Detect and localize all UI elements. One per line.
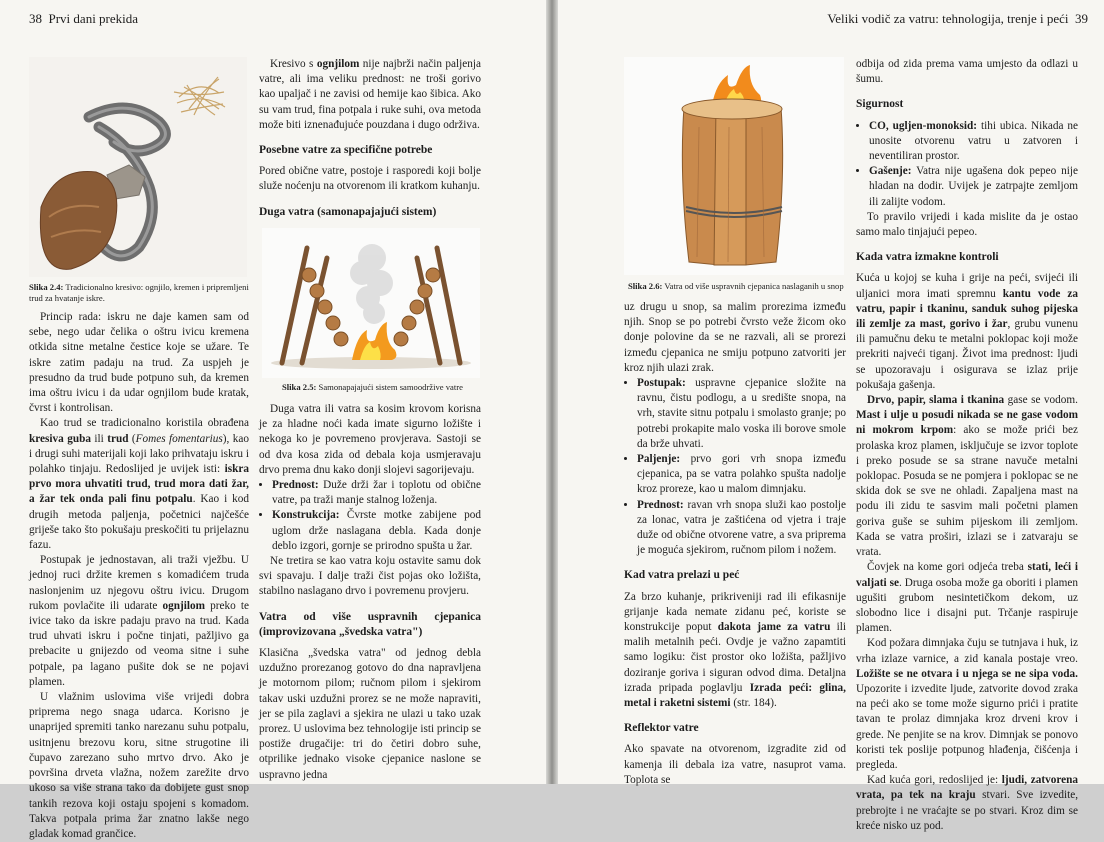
figure-2-5-image [262, 228, 480, 378]
paragraph: Kao trud se tradicionalno koristila obrađena kresiva guba ili trud (Fomes fomentarius), kao i drugi suhi materijali koji lako prihvataju iskru i polahko tinjaju. Redoslijed je uvijek isti: iskra prvo mora uhvatiti trud, trud mora dati žar, a žar tek onda pali finu potpalu. Kao i kod drugih metoda paljenja, početnici najčešće griješe tako što pokušaju preskočiti tu prijelaznu fazu. [29, 417, 250, 552]
figure-2-4-image [29, 57, 247, 277]
left-page-column-2 [259, 57, 481, 226]
figure-2-6-caption-text: Vatra od više uspravnih cjepanica naslaganih u snop [664, 281, 844, 291]
bullet-list [856, 119, 1078, 210]
paragraph: U vlažnim uslovima više vrijedi dobra priprema nego snaga udarca. Korisno je unaprijed spremiti tanko narezanu suhu potpalu, usitnjenu brezovu koru, sitne strugotine ili čupavo zarezano suho mrtvo drvo. Ako je površina drveta vlažna, nožem zarežite drvo ukoso sa više strana tako da dobijete gust snop tankih rezova koji ostaju spojeni s komadom. Takva potpala prima žar znatno lakše nego gladak komad grančice. [29, 691, 249, 840]
paragraph: Kresivo s ognjilom nije najbrži način paljenja vatre, ali ima veliku prednost: ne troši gorivo kao upaljač i ne zavisi od hemije kao šibica. Ako su vam trud, fina potpala i ruke suhi, ova metoda može biti iznenađujuće pouzdana i dugo održiva. [259, 58, 482, 131]
left-page-column-2b [259, 402, 481, 783]
figure-2-6-label: Slika 2.6: [628, 281, 663, 291]
list-item: • Prednost: ravan vrh snopa služi kao postolje za lonac, vatra je zaštićena od vjetra i traje duže od obične otvorene vatre, a sva priprema je moguća sjekirom, ručnom pilom i nožem. [637, 498, 846, 559]
section-heading: Vatra od više uspravnih cjepanica (improvizovana „švedska vatra") [259, 610, 481, 638]
paragraph: Ne tretira se kao vatra koju ostavite samu dok svi spavaju. I dalje traži čist pojas oko ložišta, stabilno naslagano drvo i povremenu provjeru. [259, 555, 481, 598]
running-head-right [827, 11, 1088, 27]
section-heading: Kad vatra prelazi u peć [624, 569, 740, 582]
figure-2-4-caption [29, 282, 249, 304]
figure-2-6-image [624, 57, 844, 275]
figure-2-4-caption-text: Tradicionalno kresivo: ognjilo, kremen i pripremljeni trud za hvatanje iskre. [29, 282, 249, 303]
bullet-list [624, 376, 846, 558]
page-number-left: 38 [29, 11, 42, 26]
paragraph: Ako spavate na otvorenom, izgradite zid od kamenja ili debala iza vatre, nasuprot vama. Toplota se [624, 743, 846, 786]
paragraph: odbija od zida prema vama umjesto da odlazi u šumu. [856, 58, 1078, 86]
paragraph: Kod požara dimnjaka čuju se tutnjava i huk, iz vrha izlaze varnice, a zid kanala postaje vreo. Ložište se ne otvara i u njega se ne sipa voda. Upozorite i izvedite ljude, zatvorite dovod zraka na peći ako se tome može sigurno prići i pratite tavan te prolaz dimnjaka kroz drveni krov i grede. Ne penjite se na krov. Dimnjak se ponovo koristi tek poslije potpunog hlađenja, čišćenja i pregleda. [856, 637, 1078, 771]
figure-2-6-caption [628, 281, 850, 292]
list-item: • CO, ugljen-monoksid: tihi ubica. Nikada ne unosite otvorenu vatru u zatvoren i neventiliran prostor. [869, 119, 1078, 165]
figure-2-5-caption [282, 382, 482, 393]
list-item: • Konstrukcija: Čvrste motke zabijene pod uglom drže naslagana debla. Kada donje deblo izgori, gornje se prirodno spušta u žar. [272, 508, 481, 554]
paragraph: Kuća u kojoj se kuha i grije na peći, svijeći ili uljanici mora imati spremnu kantu vode za vatru, papir i tkaninu, sanduk suhog pijeska ili zemlje za mast, gorivo i žar, grubu vunenu ili pamučnu deku te metalni poklopac koji može prekriti najveći tiganj. Život ima prednost: ljudi se upozoravaju i osiguravа se izlaz prije pokušaja gašenja. [856, 272, 1079, 391]
section-heading: Kada vatra izmakne kontroli [856, 251, 999, 264]
left-page [0, 0, 546, 840]
figure-2-4-label: Slika 2.4: [29, 282, 64, 292]
paragraph: Za brzo kuhanje, prikriveniji rad ili efikasnije grijanje kada nemate zidanu peć, koriste se konstrukcije poput dakota jame za vatru ili malih metalnih peći. Ovdje je važno zapamtiti samo logiku: čist prostor oko ložišta, pažljivo doziranje goriva i siguran odvod dima. Detaljna izrada pripada poglavlju Izrada peći: glina, metal i raketni sistemi (str. 184). [624, 590, 847, 710]
paragraph: To pravilo vrijedi i kada mislite da je ostao samo malo tinjajući pepeo. [856, 210, 1078, 239]
figure-2-5-caption-text: Samonapajajući sistem samoodrživе vatre [318, 382, 463, 392]
right-page [558, 0, 1104, 832]
paragraph: Duga vatra ili vatra sa kosim krovom korisna je za hladne noći kada imate sigurno ložište i nekoga ko je povremeno provjerava. Sastoji se od dva kosa zida od debala koja usmjeravaju drvo prema dnu kako donji slojevi sagorijevaju. [259, 403, 481, 476]
paragraph: Princip rada: iskru ne daje kamen sam od sebe, nego udar čelika o oštru ivicu kremena otkida sitne metalne čestice koje se užare. Te iskre zatim padaju na trud. Za uspjeh je presudno da trud bude potpuno suh, da kremen ima oštru ivicu i da udar ognjilom bude kratak, čvrst i kontrolisan. [29, 311, 249, 415]
section-heading: Reflektor vatre [624, 722, 699, 735]
right-page-column-1 [624, 300, 846, 788]
bullet-list [259, 478, 481, 554]
section-heading: Posebne vatre za specifične potrebe [259, 144, 433, 157]
list-item: • Postupak: uspravne cjepanice složite na ravnu, čistu podlogu, a u središte snopa, na vrh, stavite sitnu potpalu i smolasto granje; po potrebi prokapite malo voska ili borove smole da brže uhvati. [637, 376, 846, 452]
running-head-title-right: Veliki vodič za vatru: tehnologija, trenje i peći [827, 11, 1069, 26]
paragraph: uz drugu u snop, sa malim prorezima između njih. Snop se po potrebi čvrsto veže žicom oko donje polovine da se ne razvali, ali se prorezi između cjepanica ne smiju potpuno zatvoriti jer kroz njih ulazi zrak. [624, 301, 846, 374]
paragraph: Drvo, papir, slama i tkanina gase se vodom. Mast i ulje u posudi nikada se ne gase vodom ni mokrom krpom: ako se može prići bez prolaska kroz plamen, isključuje se izvor toplote i preko posude se sa strane navuče metalni poklopac. Posuda se ne pomjera i poklopac se ne skida dok se sve ne ohladi. Zapaljena mast na podu ili zidu te sasvim mali početni plamen goriva guše se suhim pijeskom ili zemljom. Kada se vatra proširi, izlazi se i zatvaraju se vrata. [856, 394, 1078, 559]
list-item: • Paljenje: prvo gori vrh snopa između cjepanica, pa se vatra polahko spušta nadolje kroz proreze, kao u malom dimnjaku. [637, 452, 846, 498]
section-heading: Sigurnost [856, 98, 904, 111]
running-head-left [29, 11, 138, 27]
paragraph: Kad kuća gori, redoslijed je: ljudi, zatvorena vrata, pa tek na kraju stvari. Sve izvedite, prebrojte i ne vraćajte se po stvari. Kroz dim se kreće nisko uz pod. [856, 774, 1079, 832]
section-heading: Duga vatra (samonapajajući sistem) [259, 205, 437, 218]
paragraph: Klasična „švedska vatra" od jednog debla uzdužno prorezanog gotovo do dna napravljena je motornom pilom; ručnom pilom i sjekirom takav uski uzdužni prorez se ne može napraviti, jer se pila zaglavi a sjekira ne ulazi u tako uzak prorez. U uslovima bez tehnologije isti princip se postiže drugačije: tri do četiri dobro suhe, otprilike jednako visoke cjepanice naslone se uspravno jedna [259, 647, 481, 781]
right-page-column-2 [856, 57, 1078, 834]
left-page-column-1 [29, 310, 249, 842]
paragraph: Pored obične vatre, postoje i rasporedi koji bolje služe noćenju na otvorenom ili kratkom kuhanju. [259, 165, 481, 193]
list-item: • Gašenje: Vatra nije ugašena dok pepeo nije hladan na dodir. Uvijek je zatrpajte zemljom ili zalijte vodom. [869, 164, 1078, 210]
running-head-title-left: Prvi dani prekida [48, 11, 139, 26]
book-gutter [546, 0, 558, 784]
page-number-right: 39 [1075, 11, 1088, 26]
figure-2-5-label: Slika 2.5: [282, 382, 317, 392]
list-item: • Prednost: Duže drži žar i toplotu od obične vatre, pa traži manje stalnog loženja. [272, 478, 481, 508]
paragraph: Čovjek na kome gori odjeća treba stati, leći i valjati se. Druga osoba može ga oboriti i plamen ugušiti grubom nesintetičkom dekom, uz slobodno lice i disajni put. Trčanje raspiruje plamen. [856, 561, 1079, 635]
paragraph: Postupak je jednostavan, ali traži vježbu. U jednoj ruci držite kremen s komadićem truda naslonjenim uz njegovu oštru ivicu. Drugom rukom povlačite ili udarate ognjilom preko te ivice tako da iskre padaju pravo na trud. Kada trud uhvati iskru i počne tinjati, pažljivo ga prebacite u gnijezdo od veoma sitne i suhe potpale, pa lagano pušite dok se ne pojavi plamen. [29, 554, 249, 688]
